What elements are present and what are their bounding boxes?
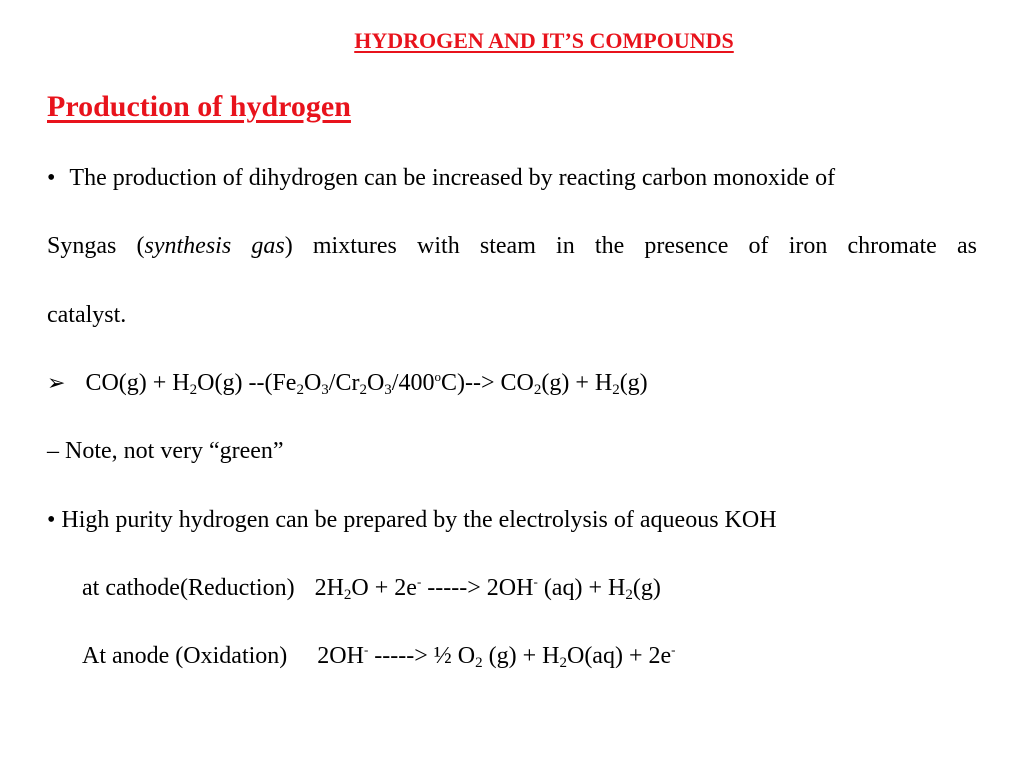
eq1-part: O	[303, 370, 322, 396]
page-title: HYDROGEN AND IT’S COMPOUNDS	[354, 28, 734, 53]
cathode-sup: -	[416, 574, 422, 589]
eq1-sub: 2	[612, 382, 620, 398]
paragraph1-line3: catalyst.	[47, 302, 127, 328]
eq1-sub: 2	[359, 382, 367, 398]
paragraph1-line2	[47, 233, 977, 260]
eq1-part: (g)	[619, 370, 648, 396]
cathode-equation	[82, 575, 661, 602]
eq1-sub: 2	[533, 382, 542, 398]
cathode-part: (g)	[632, 575, 661, 601]
paragraph1-line2-post: ) mixtures with steam in the presence of iron chromate as	[284, 233, 977, 259]
anode-part: O(aq) + 2e	[566, 643, 672, 669]
cathode-sub: 2	[343, 587, 352, 603]
anode-label: At anode (Oxidation)	[82, 643, 288, 669]
note-line: – Note, not very “green”	[47, 438, 284, 464]
eq1-part: O	[366, 370, 385, 396]
cathode-part: 2H	[314, 575, 344, 601]
anode-equation	[82, 643, 675, 670]
cathode-sub: 2	[625, 587, 633, 603]
anode-part: -----> ½ O	[368, 643, 476, 669]
paragraph1-line2-italic: synthesis gas	[144, 233, 285, 259]
anode-sup: -	[671, 642, 676, 657]
eq1-part: C)--> CO	[440, 370, 534, 396]
eq1-sub: 3	[384, 382, 392, 398]
cathode-part: -----> 2OH	[421, 575, 534, 601]
cathode-part: (aq) + H	[537, 575, 626, 601]
eq1-part: (g) + H	[541, 370, 613, 396]
section-heading: Production of hydrogen	[47, 90, 351, 123]
eq1-sub: 3	[321, 382, 329, 398]
arrow-bullet-icon: ➢	[47, 370, 66, 395]
anode-part: 2OH	[317, 643, 364, 669]
eq1-sub: 2	[189, 382, 198, 398]
paragraph2	[47, 507, 777, 534]
paragraph2-text: High purity hydrogen can be prepared by the electrolysis of aqueous KOH	[61, 507, 777, 533]
paragraph1-line1-text: The production of dihydrogen can be increased by reacting carbon monoxide of	[69, 165, 836, 191]
paragraph1-line1	[47, 165, 835, 192]
cathode-sup: -	[533, 574, 538, 589]
paragraph1-line2-pre: Syngas (	[47, 233, 145, 259]
anode-part: (g) + H	[482, 643, 560, 669]
eq1-part: /400	[391, 370, 435, 396]
eq1-part: O(g) --(Fe	[197, 370, 297, 396]
eq1-sub: 2	[296, 382, 304, 398]
eq1-sup: o	[434, 369, 441, 384]
cathode-label: at cathode(Reduction)	[82, 575, 295, 601]
anode-sub: 2	[475, 655, 483, 671]
bullet-dot-icon: •	[47, 507, 56, 533]
bullet-dot-icon: •	[47, 165, 56, 191]
eq1-part: /Cr	[328, 370, 360, 396]
eq1-part: CO(g) + H	[85, 370, 190, 396]
anode-sub: 2	[559, 655, 567, 671]
anode-sup: -	[363, 642, 369, 657]
equation-1	[47, 370, 648, 397]
cathode-part: O + 2e	[351, 575, 417, 601]
